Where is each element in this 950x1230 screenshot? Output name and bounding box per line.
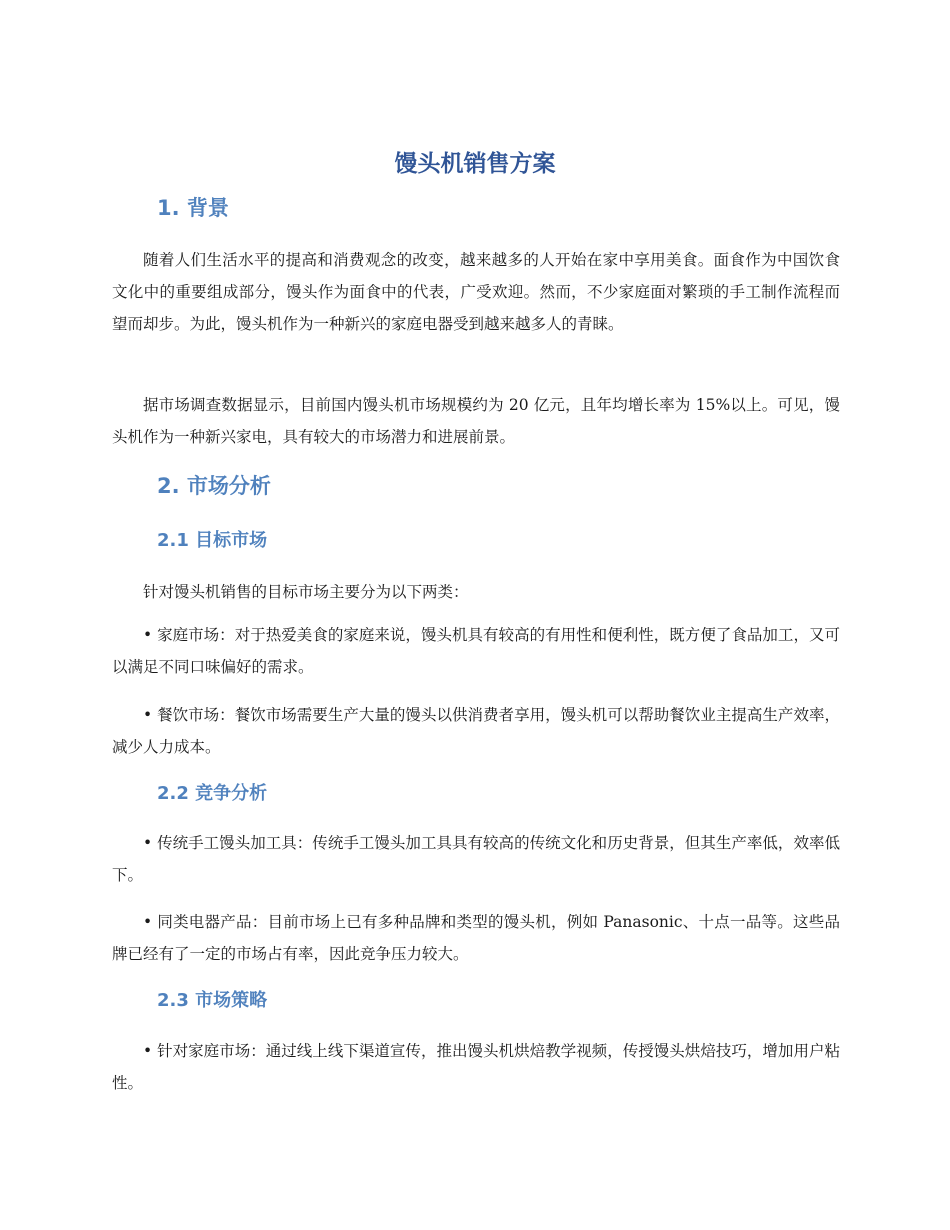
- target-market-item-household: • 家庭市场：对于热爱美食的家庭来说，馒头机具有较高的有用性和便利性，既方便了食品加工，又可以满足不同口味偏好的需求。: [112, 626, 840, 676]
- competition-item-traditional: • 传统手工馒头加工具：传统手工馒头加工具具有较高的传统文化和历史背景，但其生产率低，效率低下。: [112, 834, 840, 884]
- subsection-heading-market-strategy: 2.3 市场策略: [157, 990, 268, 1011]
- target-market-item-catering: • 餐饮市场：餐饮市场需要生产大量的馒头以供消费者享用，馒头机可以帮助餐饮业主提高生产效率，减少人力成本。: [112, 706, 840, 756]
- section-heading-market-analysis: 2. 市场分析: [157, 474, 271, 498]
- document-title: 馒头机销售方案: [394, 151, 556, 177]
- background-paragraph-2: 据市场调查数据显示，目前国内馒头机市场规模约为 20 亿元，且年均增长率为 15%以上。可见，馒头机作为一种新兴家电，具有较大的市场潜力和进展前景。: [112, 396, 840, 446]
- subsection-heading-competition: 2.2 竞争分析: [157, 783, 268, 804]
- background-paragraph-1: 随着人们生活水平的提高和消费观念的改变，越来越多的人开始在家中享用美食。面食作为中国饮食文化中的重要组成部分，馒头作为面食中的代表，广受欢迎。然而，不少家庭面对繁琐的手工制作流程而望而却步。为此，馒头机作为一种新兴的家庭电器受到越来越多人的青睐。: [112, 251, 840, 333]
- strategy-item-household: • 针对家庭市场：通过线上线下渠道宣传，推出馒头机烘焙教学视频，传授馒头烘焙技巧，增加用户粘性。: [112, 1042, 840, 1092]
- target-market-intro: 针对馒头机销售的目标市场主要分为以下两类：: [143, 583, 469, 601]
- competition-item-similar-appliances: • 同类电器产品：目前市场上已有多种品牌和类型的馒头机，例如 Panasonic、十点一品等。这些品牌已经有了一定的市场占有率，因此竞争压力较大。: [112, 913, 840, 963]
- subsection-heading-target-market: 2.1 目标市场: [157, 530, 268, 551]
- section-heading-background: 1. 背景: [157, 196, 229, 220]
